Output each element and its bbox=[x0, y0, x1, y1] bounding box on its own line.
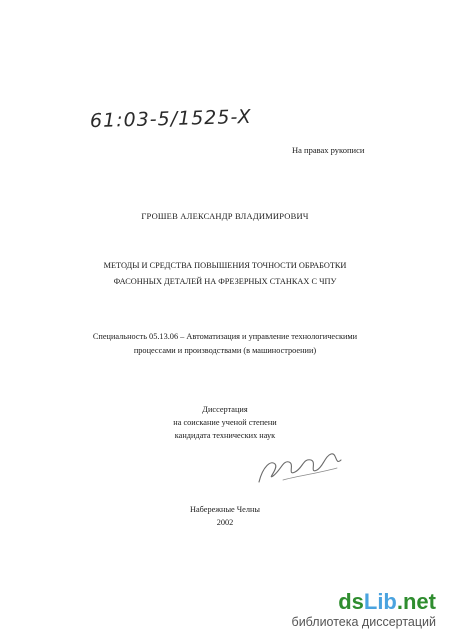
specialty-line-2: процессами и производствами (в машиностроении) bbox=[133, 346, 317, 355]
logo-part-net: .net bbox=[396, 589, 436, 614]
rights-label: На правах рукописи bbox=[292, 145, 365, 155]
logo-part-lib: Lib bbox=[363, 589, 397, 614]
degree-line-2: на соискание ученой степени bbox=[173, 418, 277, 427]
title-line-1: МЕТОДЫ И СРЕДСТВА ПОВЫШЕНИЯ ТОЧНОСТИ ОБРАБОТКИ bbox=[103, 261, 347, 270]
dissertation-title bbox=[0, 258, 450, 290]
place: Набережные Челны bbox=[189, 505, 261, 514]
watermark-subtitle: библиотека диссертаций bbox=[291, 615, 436, 629]
watermark bbox=[292, 590, 436, 629]
title-line-2: ФАСОННЫХ ДЕТАЛЕЙ НА ФРЕЗЕРНЫХ СТАНКАХ С ЧПУ bbox=[113, 277, 337, 286]
degree-line-1: Диссертация bbox=[202, 405, 248, 414]
degree-block bbox=[0, 403, 450, 442]
logo-part-ds: ds bbox=[338, 589, 364, 614]
specialty-line-1: Специальность 05.13.06 – Автоматизация и управление технологическими bbox=[92, 332, 358, 341]
specialty-block bbox=[0, 330, 450, 358]
handwritten-catalog-code: 61:03-5/1525-X bbox=[89, 105, 252, 133]
year: 2002 bbox=[216, 518, 234, 527]
author-name: ГРОШЕВ АЛЕКСАНДР ВЛАДИМИРОВИЧ bbox=[141, 211, 309, 221]
place-year-block bbox=[0, 503, 450, 529]
watermark-logo bbox=[292, 590, 436, 614]
handwritten-signature bbox=[253, 446, 348, 496]
degree-line-3: кандидата технических наук bbox=[174, 431, 276, 440]
